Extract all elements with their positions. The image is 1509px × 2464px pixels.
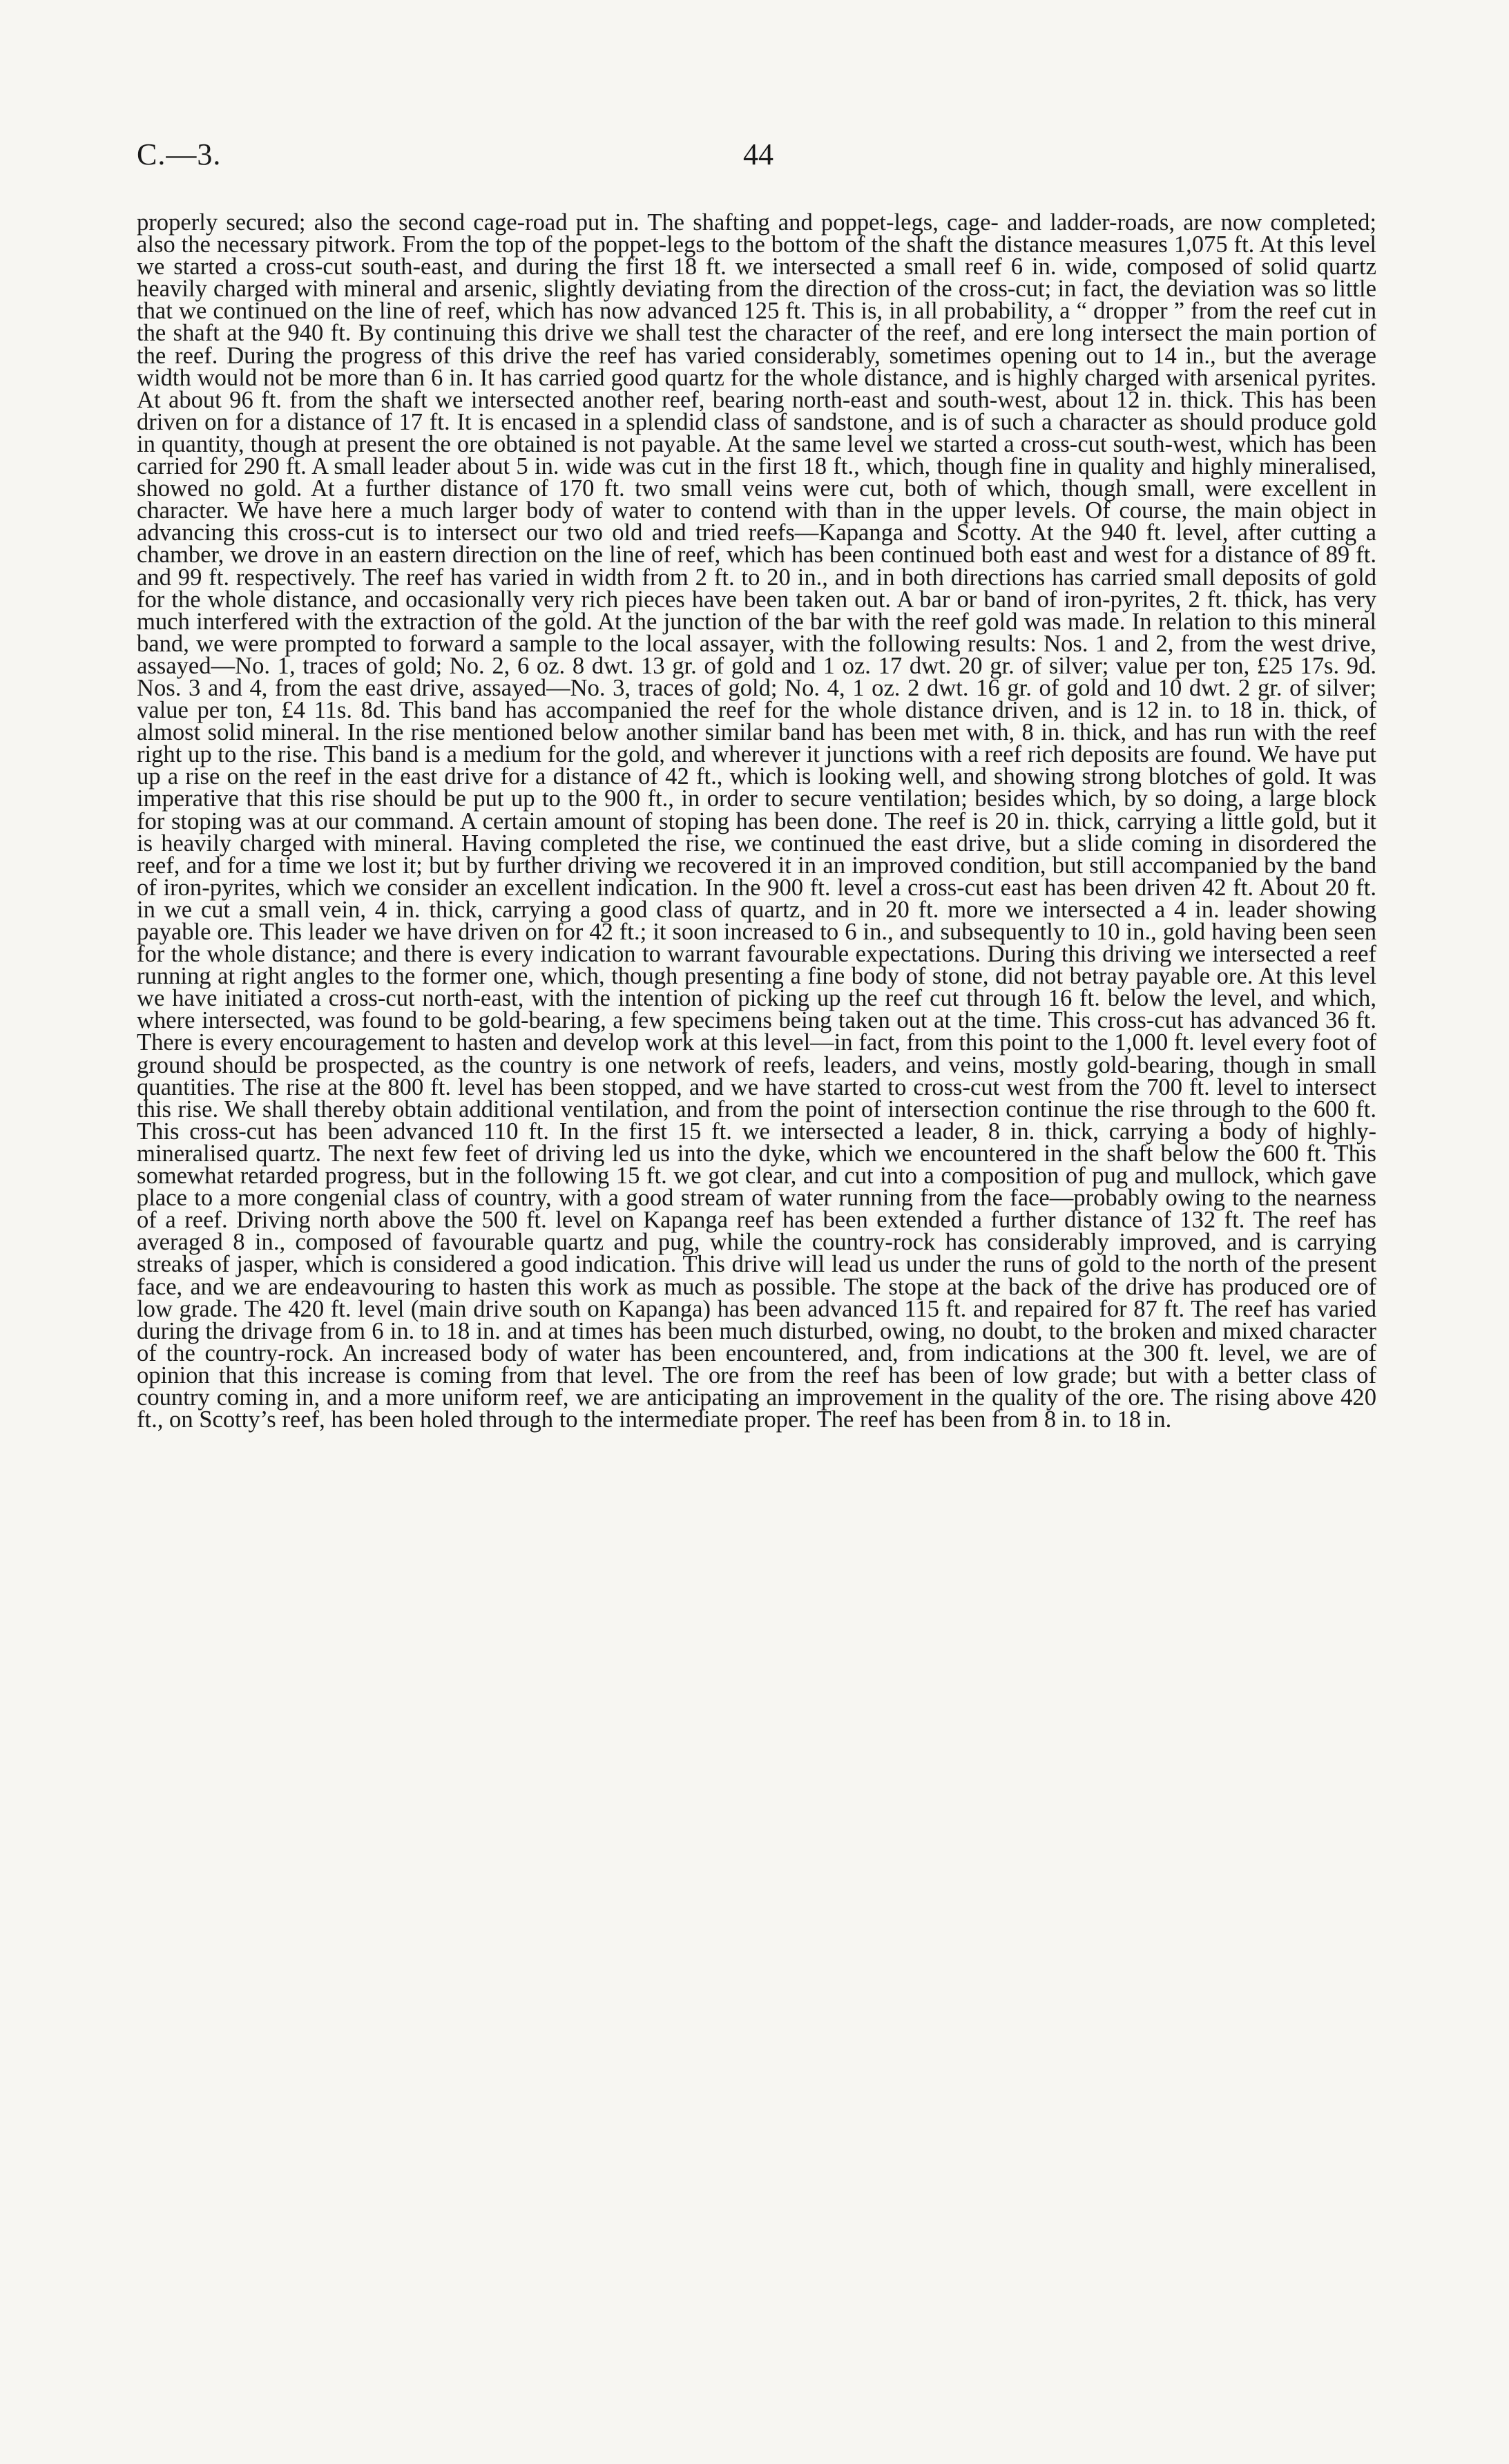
body-paragraph: properly secured; also the second cage-road put in. The shafting and poppet-legs, cage- and ladder-roads, are now completed; also the necessary pitwork. From the top of the poppet-legs to the bottom of the shaft the distance measures 1,075 ft. At this level we started a cross-cut south-east, and during the first 18 ft. we intersected a small reef 6 in. wide, composed of solid quartz heavily charged with mineral and arsenic, slightly deviating from the direction of the cross-cut; in fact, the deviation was so little that we continued on the line of reef, which has now advanced 125 ft. This is, in all probability, a “ dropper ” from the reef cut in the shaft at the 940 ft. By continuing this drive we shall test the character of the reef, and ere long intersect the main portion of the reef. During the progress of this drive the reef has varied considerably, sometimes opening out to 14 in., but the average width would not be more than 6 in. It has carried good quartz for the whole distance, and is highly charged with arsenical pyrites. At about 96 ft. from the shaft we intersected another reef, bearing north-east and south-west, about 12 in. thick. This has been driven on for a distance of 17 ft. It is encased in a splendid class of sandstone, and is of such a character as should produce gold in quantity, though at present the ore obtained is not payable. At the same level we started a cross-cut south-west, which has been carried for 290 ft. A small leader about 5 in. wide was cut in the first 18 ft., which, though fine in quality and highly mineralised, showed no gold. At a further distance of 170 ft. two small veins were cut, both of which, though small, were excellent in character. We have here a much larger body of water to contend with than in the upper levels. Of course, the main object in advancing this cross-cut is to intersect our two old and tried reefs—Kapanga and Scotty. At the 940 ft. level, after cutting a chamber, we drove in an eastern direction on the line of reef, which has been continued both east and west for a distance of 89 ft. and 99 ft. respectively. The reef has varied in width from 2 ft. to 20 in., and in both directions has carried small deposits of gold for the whole distance, and occasionally very rich pieces have been taken out. A bar or band of iron-pyrites, 2 ft. thick, has very much interfered with the extraction of the gold. At the junction of the bar with the reef gold was made. In relation to this mineral band, we were prompted to forward a sample to the local assayer, with the following results: Nos. 1 and 2, from the west drive, assayed—No. 1, traces of gold; No. 2, 6 oz. 8 dwt. 13 gr. of gold and 1 oz. 17 dwt. 20 gr. of silver; value per ton, £25 17s. 9d. Nos. 3 and 4, from the east drive, assayed—No. 3, traces of gold; No. 4, 1 oz. 2 dwt. 16 gr. of gold and 10 dwt. 2 gr. of silver; value per ton, £4 11s. 8d. This band has accompanied the reef for the whole distance driven, and is 12 in. to 18 in. thick, of almost solid mineral. In the rise mentioned below another similar band has been met with, 8 in. thick, and has run with the reef right up to the rise. This band is a medium for the gold, and wherever it junctions with a reef rich deposits are found. We have put up a rise on the reef in the east drive for a distance of 42 ft., which is looking well, and showing strong blotches of gold. It was imperative that this rise should be put up to the 900 ft., in order to secure ventilation; besides which, by so doing, a large block for stoping was at our command. A certain amount of stoping has been done. The reef is 20 in. thick, carrying a little gold, but it is heavily charged with mineral. Having completed the rise, we continued the east drive, but a slide coming in disordered the reef, and for a time we lost it; but by further driving we recovered it in an improved condition, but still accompanied by the band of iron-pyrites, which we consider an excellent indication. In the 900 ft. level a cross-cut east has been driven 42 ft. About 20 ft. in we cut a small vein, 4 in. thick, carrying a good class of quartz, and in 20 ft. more we intersected a 4 in. leader showing payable ore. This leader we have driven on for 42 ft.; it soon increased to 6 in., and subsequently to 10 in., gold having been seen for the whole distance; and there is every indication to warrant favourable expectations. During this driving we intersected a reef running at right angles to the former one, which, though presenting a fine body of stone, did not betray payable ore. At this level we have initiated a cross-cut north-east, with the intention of picking up the reef cut through 16 ft. below the level, and which, where intersected, was found to be gold-bearing, a few specimens being taken out at the time. This cross-cut has advanced 36 ft. There is every encouragement to hasten and develop work at this level—in fact, from this point to the 1,000 ft. level every foot of ground should be prospected, as the country is one network of reefs, leaders, and veins, mostly gold-bearing, though in small quantities. The rise at the 800 ft. level has been stopped, and we have started to cross-cut west from the 700 ft. level to intersect this rise. We shall thereby obtain additional ventilation, and from the point of intersection continue the rise through to the 600 ft. This cross-cut has been advanced 110 ft. In the first 15 ft. we intersected a leader, 8 in. thick, carrying a body of highly-mineralised quartz. The next few feet of driving led us into the dyke, which we encountered in the shaft below the 600 ft. This somewhat retarded progress, but in the following 15 ft. we got clear, and cut into a composition of pug and mullock, which gave place to a more congenial class of country, with a good stream of water running from the face—probably owing to the nearness of a reef. Driving north above the 500 ft. level on Kapanga reef has been extended a further distance of 132 ft. The reef has averaged 8 in., composed of favourable quartz and pug, while the country-rock has considerably improved, and is carrying streaks of jasper, which is considered a good indication. This drive will lead us under the runs of gold to the north of the present face, and we are endeavouring to hasten this work as much as possible. The stope at the back of the drive has produced ore of low grade. The 420 ft. level (main drive south on Kapanga) has been advanced 115 ft. and repaired for 87 ft. The reef has varied during the drivage from 6 in. to 18 in. and at times has been much disturbed, owing, no doubt, to the broken and mixed character of the country-rock. An increased body of water has been encountered, and, from indications at the 300 ft. level, we are of opinion that this increase is coming from that level. The ore from the reef has been of low grade; but with a better class of country coming in, and a more uniform reef, we are anticipating an improvement in the quality of the ore. The rising above 420 ft., on Scotty’s reef, has been holed through to the intermediate proper. The reef has been from 8 in. to 18 in. <box>137 209 1376 1433</box>
page-number: 44 <box>743 137 773 171</box>
document-reference: C.—3. <box>137 137 222 171</box>
body-text <box>137 211 1376 1431</box>
page-header <box>137 137 1376 185</box>
